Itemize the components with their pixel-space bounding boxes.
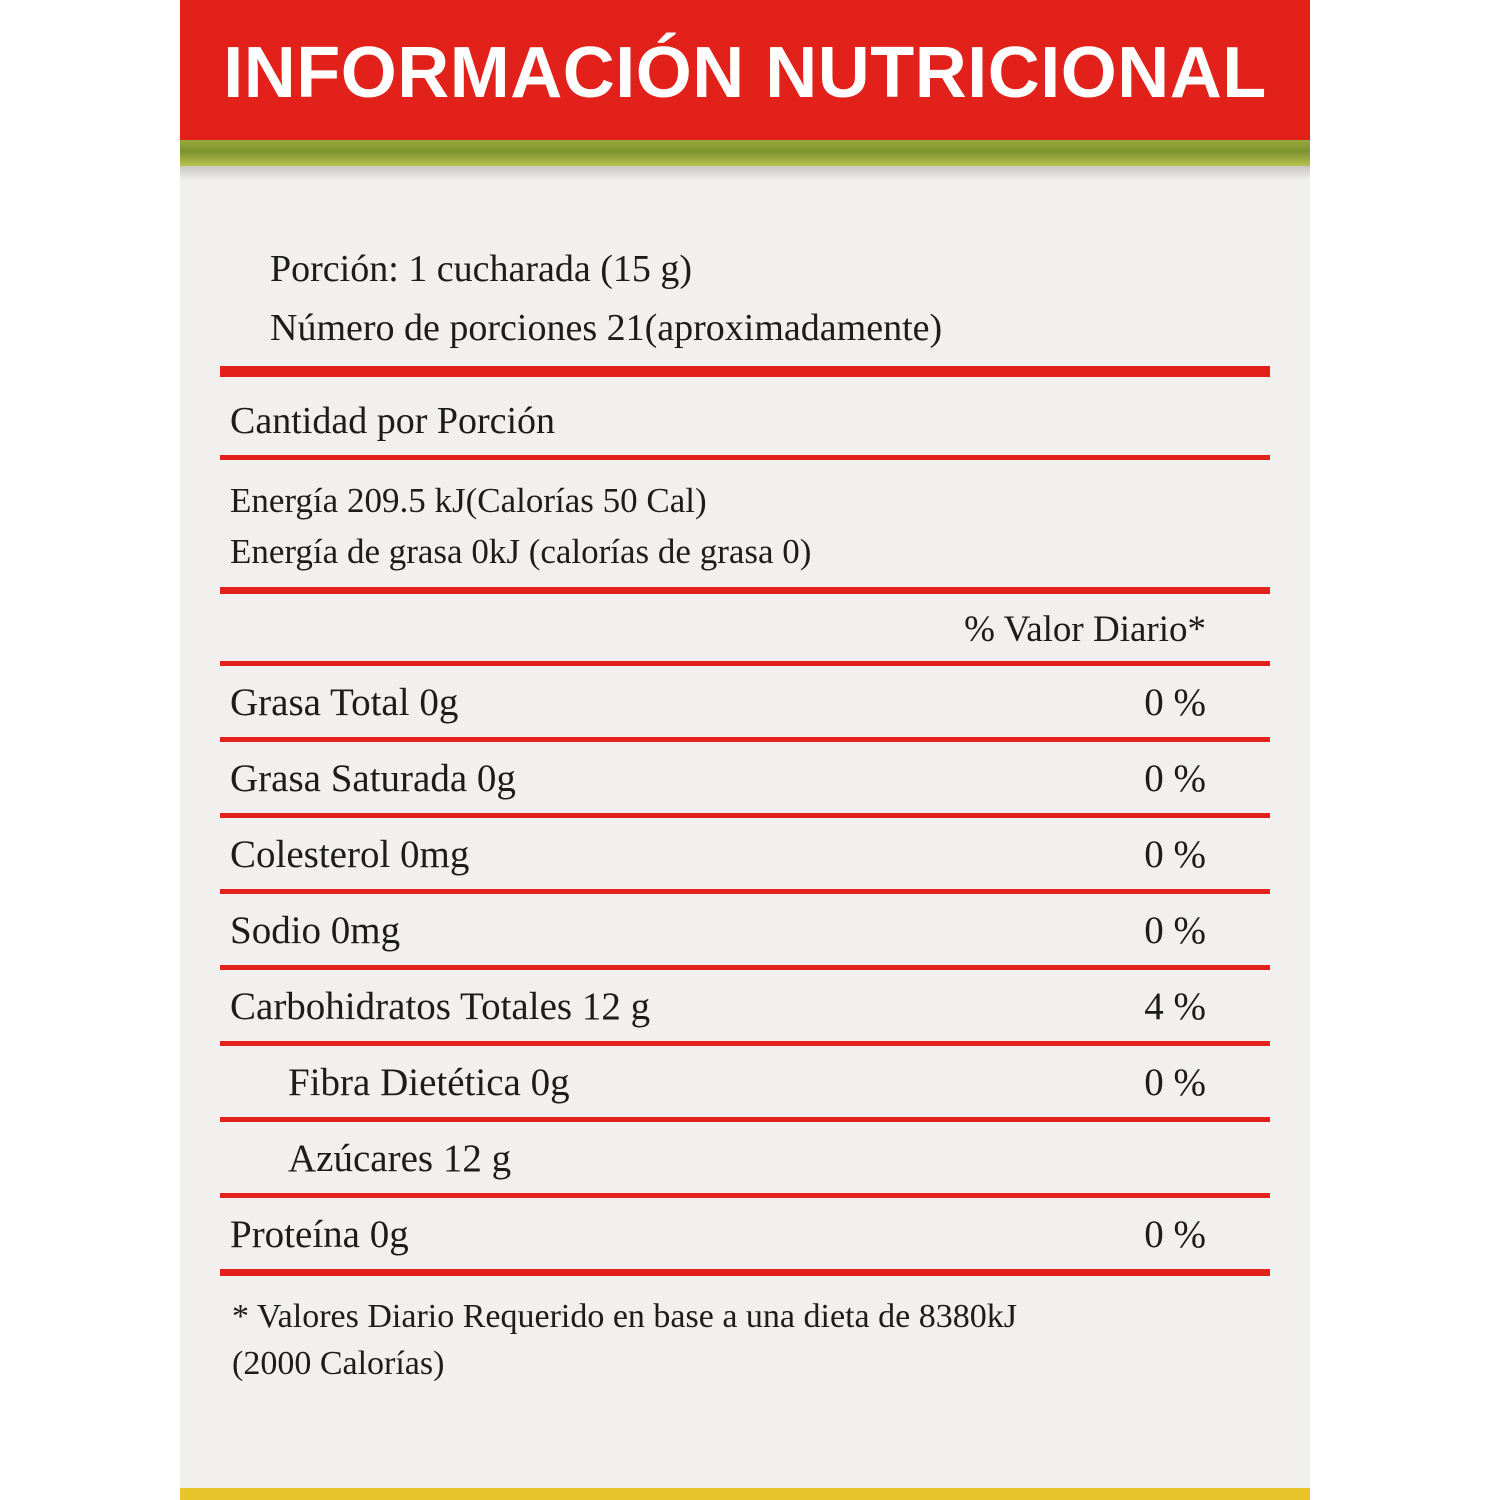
energy-from-fat: Energía de grasa 0kJ (calorías de grasa 0)	[230, 531, 812, 571]
nutrition-label-panel	[180, 0, 1310, 1500]
nutrient-name: Sodio 0mg	[230, 909, 401, 953]
divider-thick-1	[220, 366, 1270, 377]
decorative-yellow-stripe	[180, 1488, 1310, 1500]
nutrient-name: Azúcares 12 g	[288, 1137, 512, 1181]
servings-per-container: Número de porciones 21(aproximadamente)	[270, 306, 943, 349]
nutrient-dv: 0 %	[1144, 833, 1206, 877]
divider-med-2	[220, 1269, 1270, 1276]
nutrient-dv: 0 %	[1144, 681, 1206, 725]
nutrient-dv: 0 %	[1144, 909, 1206, 953]
nutrient-dv: 0 %	[1144, 1061, 1206, 1105]
table-row	[220, 894, 1270, 965]
daily-value-header: % Valor Diario*	[964, 609, 1206, 651]
table-row	[220, 1046, 1270, 1117]
decorative-green-stripe	[180, 140, 1310, 166]
table-row	[220, 970, 1270, 1041]
label-header-band	[180, 0, 1310, 140]
table-row	[220, 666, 1270, 737]
daily-value-footnote	[220, 1276, 1270, 1388]
divider-med-1	[220, 587, 1270, 594]
table-row	[220, 1198, 1270, 1269]
serving-size: Porción: 1 cucharada (15 g)	[270, 248, 693, 290]
nutrient-dv: 0 %	[1144, 757, 1206, 801]
nutrient-name: Grasa Total 0g	[230, 681, 459, 725]
energy-info	[220, 460, 1270, 588]
table-row	[220, 1122, 1270, 1193]
table-row	[220, 818, 1270, 889]
page-title: INFORMACIÓN NUTRICIONAL	[223, 33, 1267, 113]
nutrition-facts-table	[220, 200, 1270, 1388]
serving-info	[220, 200, 1270, 366]
footnote-line-2: (2000 Calorías)	[232, 1345, 445, 1383]
nutrient-dv: 4 %	[1144, 985, 1206, 1029]
amount-per-serving-label: Cantidad por Porción	[230, 399, 556, 442]
nutrient-name: Carbohidratos Totales 12 g	[230, 985, 651, 1029]
decorative-stripe-shadow	[180, 166, 1310, 180]
table-row	[220, 742, 1270, 813]
energy-total: Energía 209.5 kJ(Calorías 50 Cal)	[230, 480, 707, 520]
footnote-line-1: * Valores Diario Requerido en base a una dieta de 8380kJ	[232, 1298, 1017, 1336]
nutrient-name: Fibra Dietética 0g	[288, 1061, 570, 1105]
nutrient-name: Proteína 0g	[230, 1213, 409, 1257]
nutrient-name: Grasa Saturada 0g	[230, 757, 516, 801]
nutrient-dv: 0 %	[1144, 1213, 1206, 1257]
nutrient-name: Colesterol 0mg	[230, 833, 470, 877]
